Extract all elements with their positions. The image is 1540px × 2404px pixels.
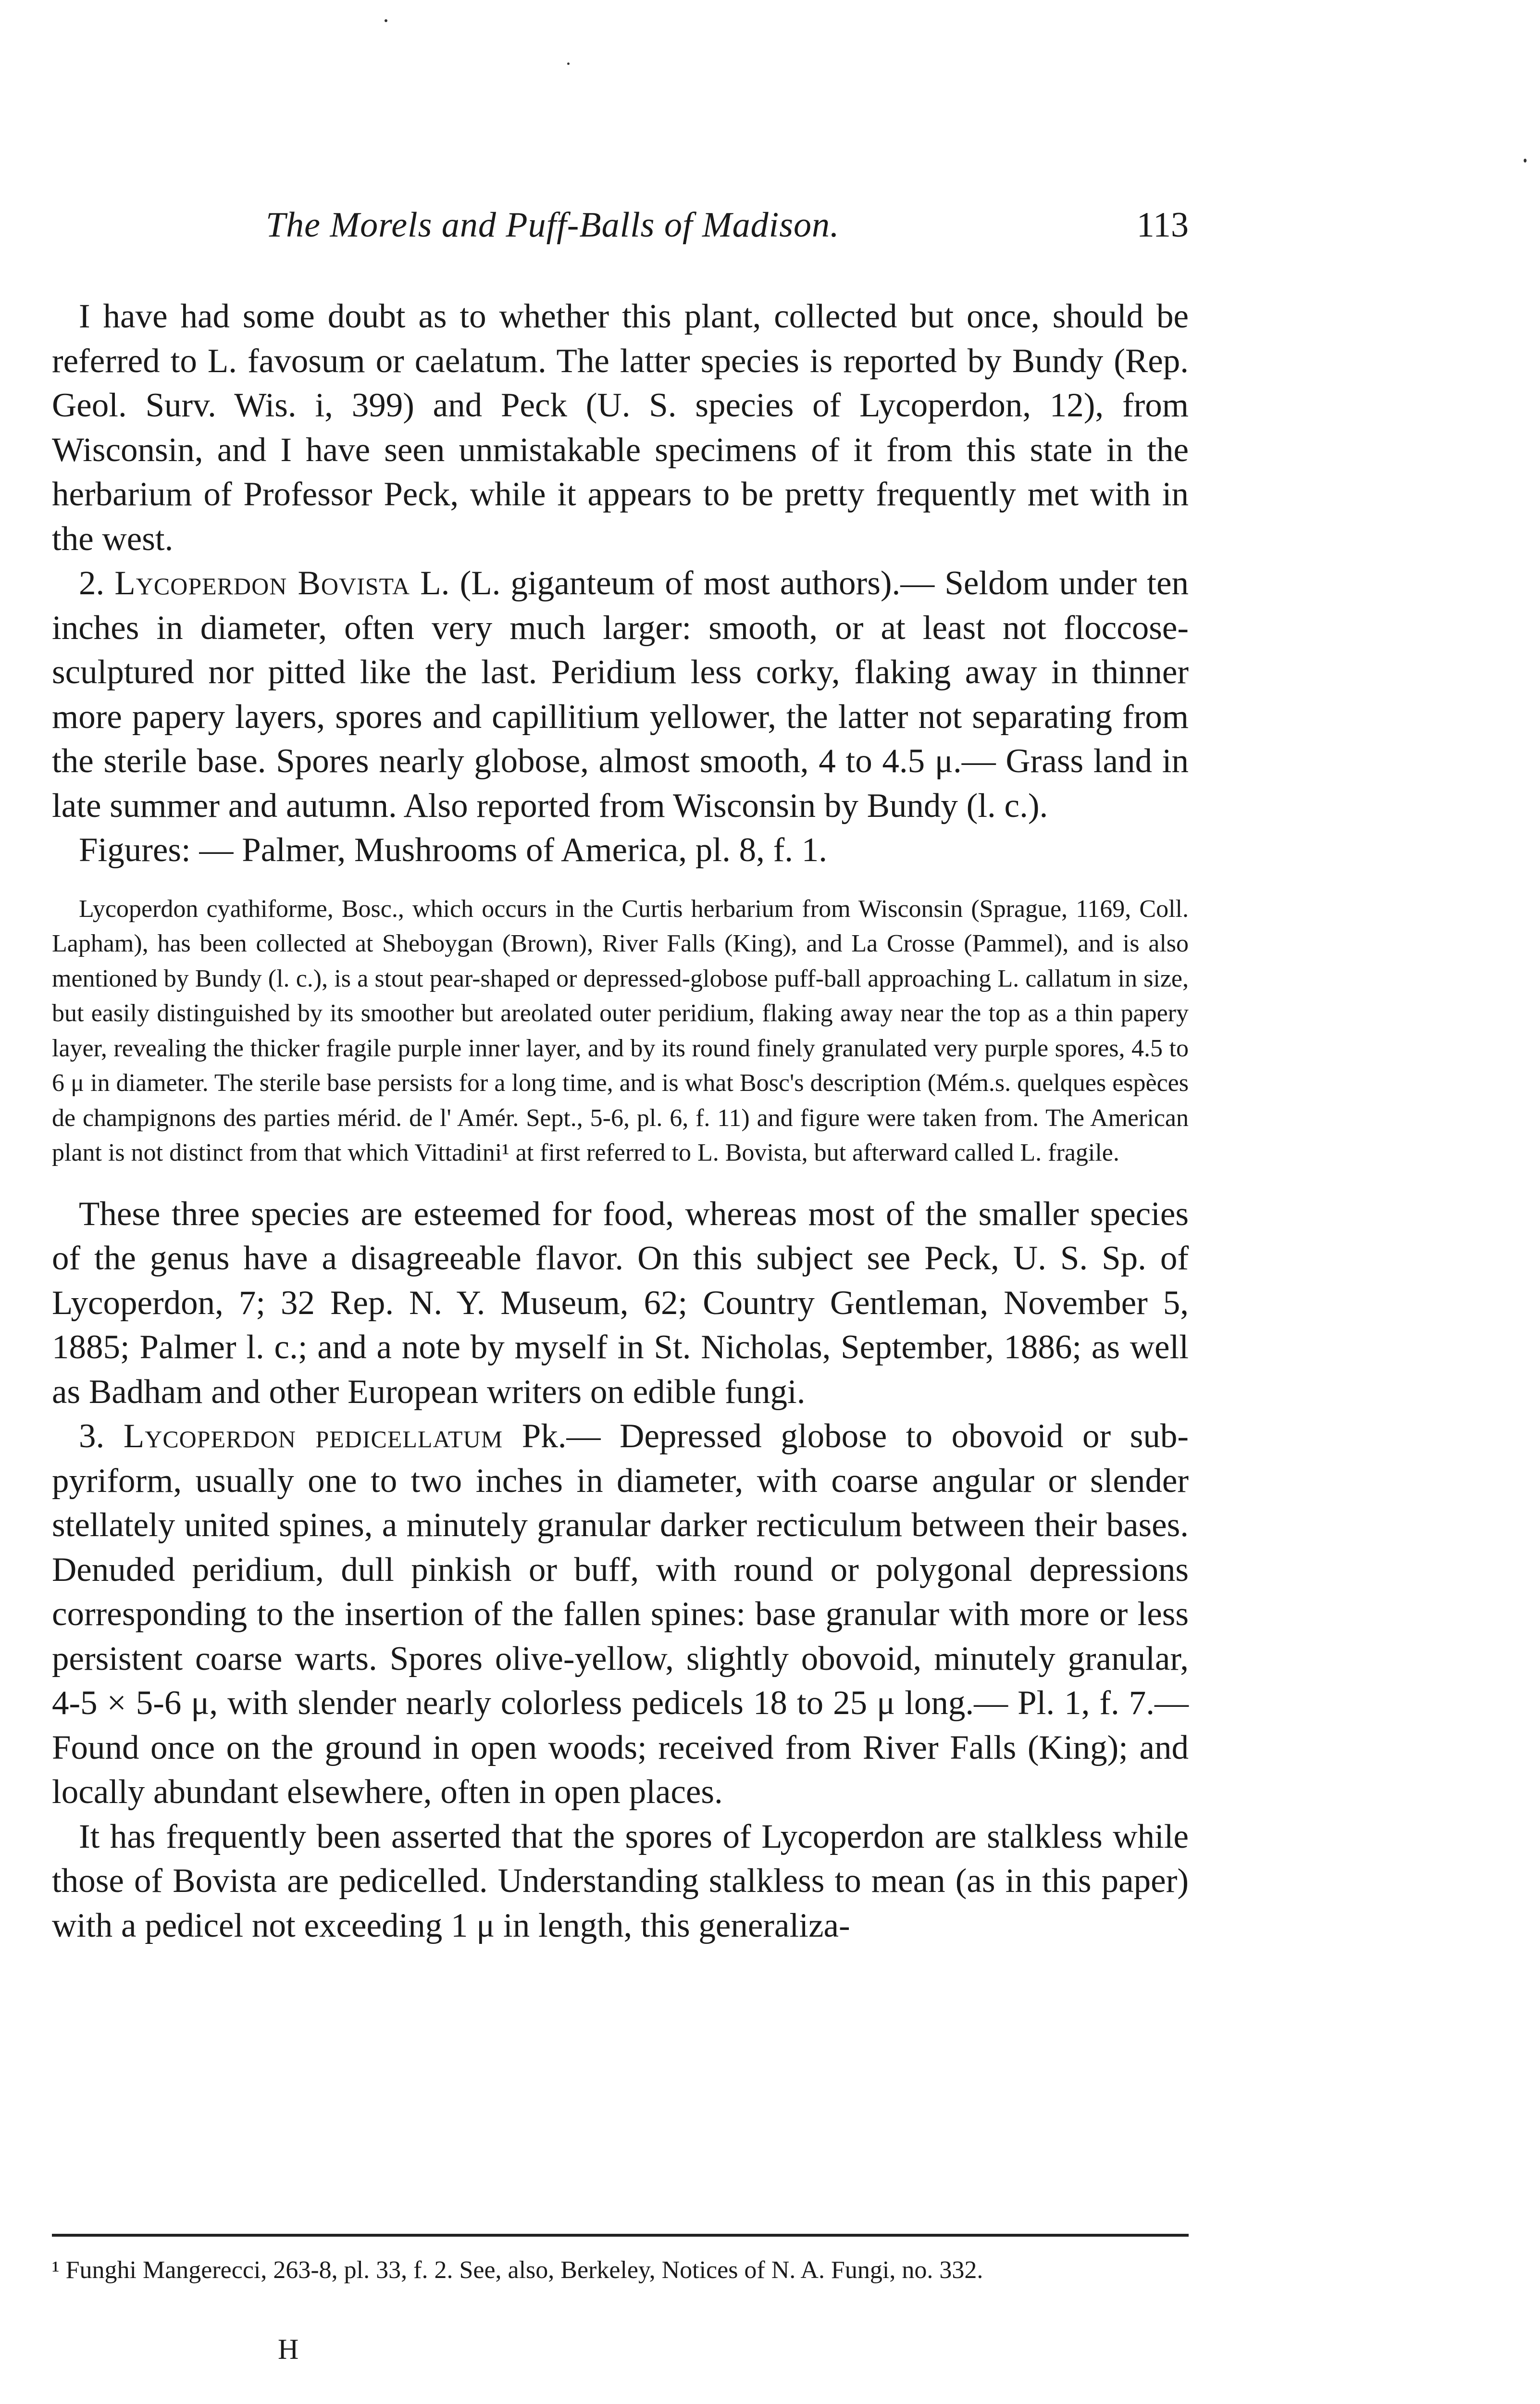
species-name: Lycoperdon Bovista [114,564,410,602]
species-description: Pk.— Depressed globose to obovoid or sub-pyriform, usually one to two inches in diameter, with coarse angular or slender stellately united spines, a minutely granular darker recticulum between their bases. Denuded peridium, dull pinkish or buff, with round or polygonal depressions corresponding to the insertion of the fallen spines: base granular with more or less persistent coarse warts. Spores olive-yellow, slightly obovoid, minutely granular, 4-5 × 5-6 μ, with slender nearly colorless pedicels 18 to 25 μ long.— Pl. 1, f. 7.— Found once on the ground in open woods; received from River Falls (King); and locally abundant elsewhere, often in open places. [52,1417,1189,1811]
paragraph-2 [52,561,1189,828]
small-print-note: Lycoperdon cyathiforme, Bosc., which occurs in the Curtis herbarium from Wisconsin (Sprague, 1169, Coll. Lapham), has been collected at Sheboygan (Brown), River Falls (King), and La Crosse (Pammel), and is also mentioned by Bundy (l. c.), is a stout pear-shaped or depressed-globose puff-ball approaching L. callatum in size, but easily distinguished by its smoother but areolated outer peridium, flaking away near the top as a thin papery layer, revealing the thicker fragile purple inner layer, and by its round finely granulated very purple spores, 4.5 to 6 μ in diameter. The sterile base persists for a long time, and is what Bosc's description (Mém.s. quelques espèces de champignons des parties mérid. de l' Amér. Sept., 5-6, pl. 6, f. 11) and figure were taken from. The American plant is not distinct from that which Vittadini¹ at first referred to L. Bovista, but afterward called L. fragile. [52,895,1189,1166]
signature-mark: H [278,2333,299,2365]
page-header [266,205,1189,263]
paragraph-1: I have had some doubt as to whether this plant, collected but once, should be referred to L. favosum or caelatum. The latter species is reported by Bundy (Rep. Geol. Surv. Wis. i, 399) and Peck (U. S. species of Lycoperdon, 12), from Wisconsin, and I have seen unmistakable specimens of it from this state in the herbarium of Professor Peck, while it appears to be pretty frequently met with in the west. [52,298,1189,558]
paragraph-5: It has frequently been asserted that the spores of Lycoperdon are stalkless while those of Bovista are pedicelled. Understanding stalkless to mean (as in this paper) with a pedicel not exceeding 1 μ in length, this generaliza- [52,1817,1189,1944]
page-number: 113 [1136,205,1189,245]
paragraph-3: These three species are esteemed for food, whereas most of the smaller species of the genus have a disagreeable flavor. On this subject see Peck, U. S. Sp. of Lycoperdon, 7; 32 Rep. N. Y. Museum, 62; Country Gentleman, November 5, 1885; Palmer l. c.; and a note by myself in St. Nicholas, September, 1886; as well as Badham and other European writers on edible fungi. [52,1195,1189,1411]
species-name: Lycoperdon pedicellatum [123,1417,503,1455]
species-number: 2. [79,564,105,602]
paragraph-4 [52,1414,1189,1815]
footnote: ¹ Funghi Mangerecci, 263-8, pl. 33, f. 2. See, also, Berkeley, Notices of N. A. Fungi, no. 332. [52,2256,983,2284]
page-body [52,294,1189,1948]
running-title: The Morels and Puff-Balls of Madison. [266,205,840,245]
print-speck [567,63,570,65]
footnote-divider [52,2234,1189,2237]
print-speck [385,19,387,22]
print-speck [1524,159,1527,163]
species-description: L. (L. giganteum of most authors).— Seldom under ten inches in diameter, often very much larger: smooth, or at least not floccose-sculptured nor pitted like the last. Peridium less corky, flaking away in thinner more papery layers, spores and capillitium yellower, the latter not separating from the sterile base. Spores nearly globose, almost smooth, 4 to 4.5 μ.— Grass land in late summer and autumn. Also reported from Wisconsin by Bundy (l. c.). [52,564,1189,825]
species-number: 3. [79,1417,105,1455]
figures-reference: Figures: — Palmer, Mushrooms of America, pl. 8, f. 1. [79,831,828,869]
